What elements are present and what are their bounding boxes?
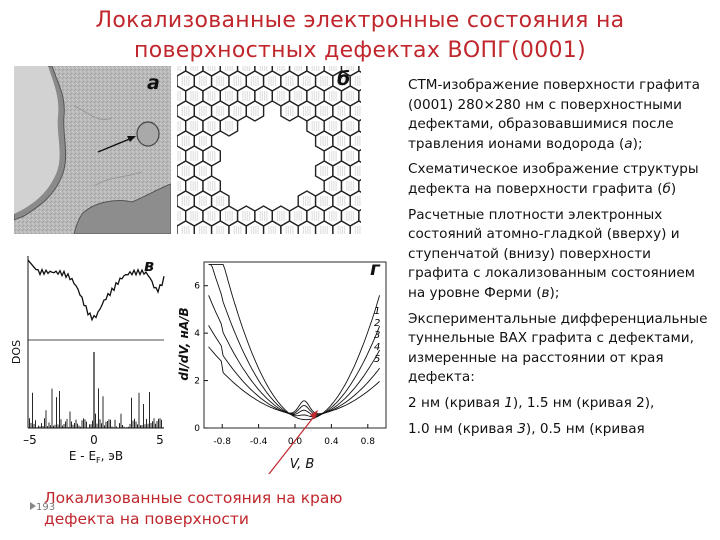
description-item: Расчетные плотности электронных состояний атомно-гладкой (вверху) и ступенчатой (внизу) поверхности графита с локализованным состоянием на уровне Ферми (в); [408,206,695,301]
description-item: Схематическое изображение структуры дефекта на поверхности графита (б) [408,161,699,197]
dos-tick-min: –5 [23,433,37,447]
dos-plot-panel [8,252,170,466]
panel-label-a: а [147,72,160,94]
iv-curve-label: 4 [374,342,381,353]
description-item: Экспериментальные дифференциальные туннельные ВАХ графита с дефектами, измеренные на расстоянии от края дефекта: [408,310,708,386]
iv-curve [209,295,380,415]
panel-label-d: г [370,258,380,280]
defect-schematic-panel [177,66,361,234]
description-text [408,76,708,445]
iv-y-tick: 2 [194,376,200,387]
iv-curve-label: 1 [374,306,381,317]
description-item: СТМ-изображение поверхности графита (0001) 280×280 нм с поверхностными дефектами, образовавшимися после травления ионами водорода (а); [408,77,700,152]
hex-cell [220,116,237,136]
iv-x-label: V, В [289,457,315,472]
hex-cell [281,101,298,121]
title-line-2: поверхностных дефектах ВОПГ(0001) [134,38,586,63]
iv-x-tick: -0.4 [249,437,268,447]
page-number: 193 [36,502,56,513]
iv-x-tick: 0.0 [287,437,303,447]
slide-title [0,6,720,66]
iv-y-label: dI/dV, нА/В [177,307,191,381]
iv-curve [209,264,380,419]
iv-x-tick: 0.8 [360,437,375,447]
iv-curve-label: 3 [374,330,381,341]
dos-y-label: DOS [10,339,23,365]
panel-label-c: в [144,256,155,275]
title-line-1: Локализованные электронные состояния на [95,8,625,33]
dos-chart [8,252,170,466]
description-item: 2 нм (кривая 1), 1.5 нм (кривая 2), [408,394,655,411]
dos-x-label: E - $E_F$, эВ [68,449,124,465]
panel-label-b: б [337,68,351,90]
hex-cell [246,101,263,121]
iv-curve-label: 2 [374,318,381,329]
stm-image-panel [14,66,171,234]
iv-y-tick: 6 [194,281,200,292]
iv-chart [176,252,396,474]
bottom-caption: Локализованные состояния на краю дефекта на поверхности [44,489,343,528]
iv-curve [209,264,380,416]
iv-x-tick: 0.4 [324,437,339,447]
hex-lattice-diagram [177,66,361,234]
iv-curve [209,347,380,414]
iv-curve-label: 5 [374,354,381,365]
description-item: 1.0 нм (кривая 3), 0.5 нм (кривая [408,420,645,437]
iv-y-tick: 4 [194,329,200,340]
dos-tick-zero: 0 [90,433,98,447]
iv-x-tick: -0.8 [213,437,231,447]
iv-plot-panel [176,252,396,474]
dos-tick-max: 5 [156,433,164,447]
iv-y-tick: 0 [194,424,200,434]
